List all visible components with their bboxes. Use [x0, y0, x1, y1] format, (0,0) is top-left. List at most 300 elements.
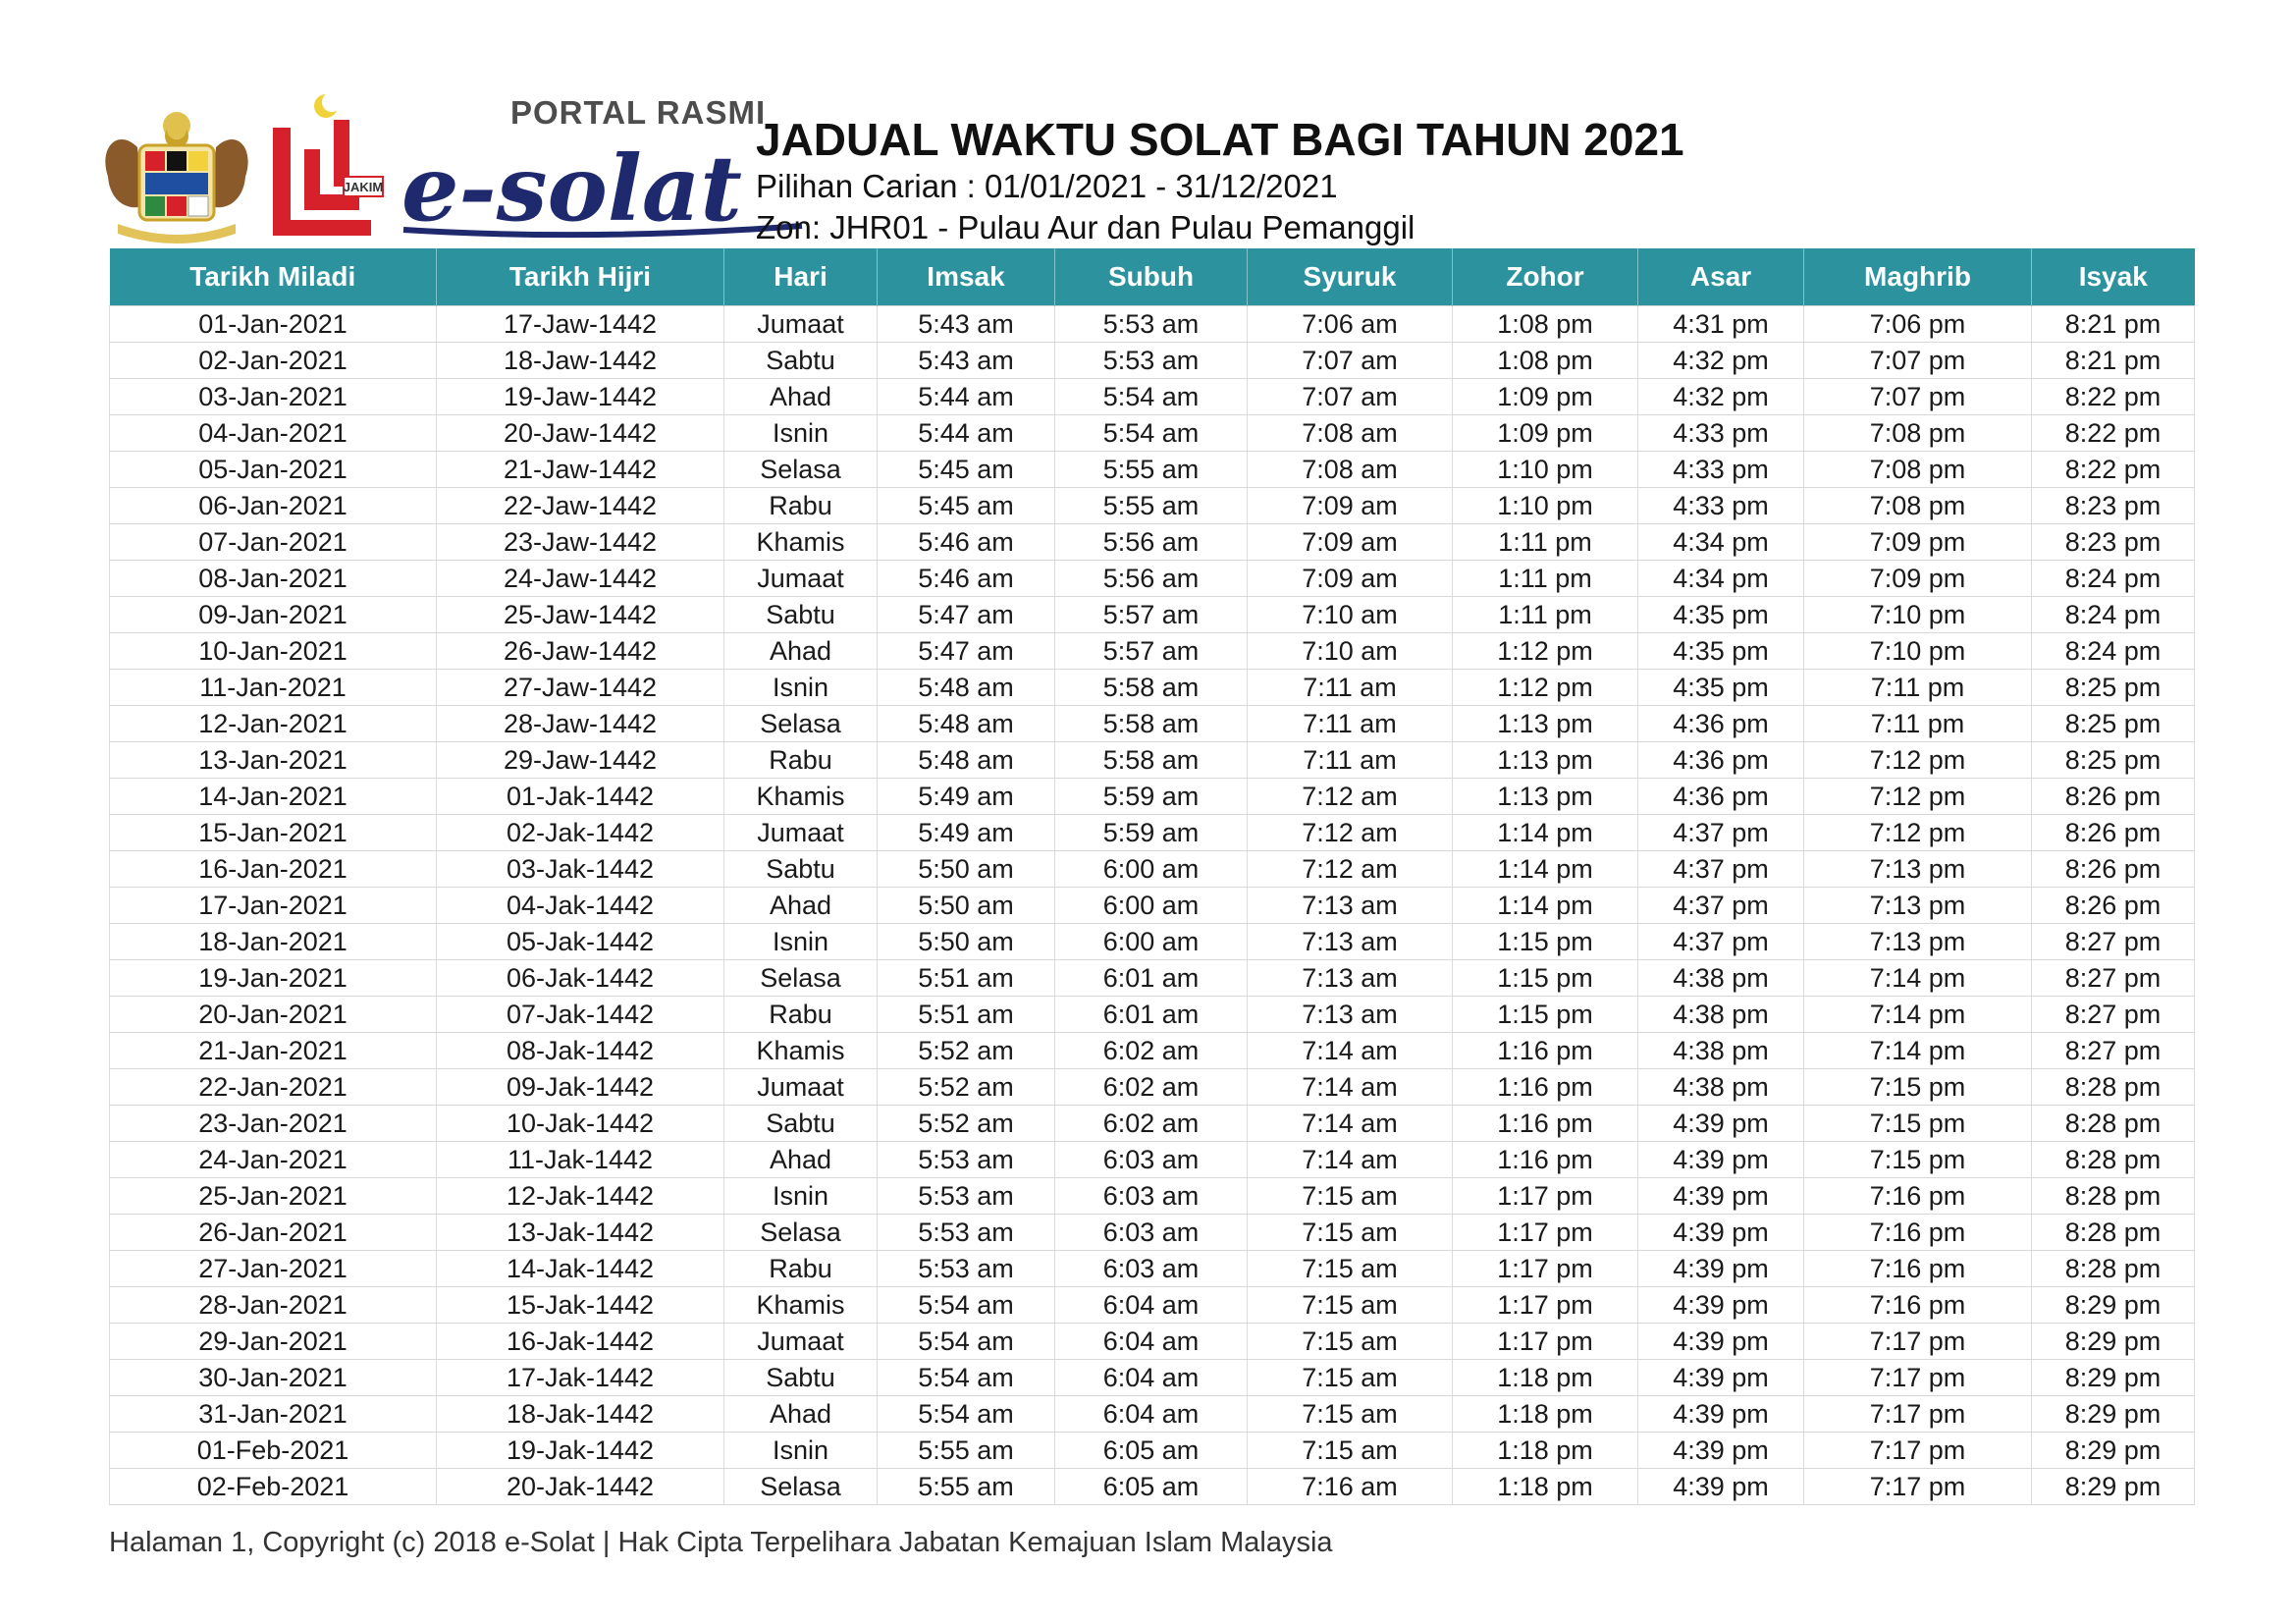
maghrib-cell: 7:08 pm — [1804, 415, 2032, 452]
syuruk-cell: 7:06 am — [1248, 306, 1453, 343]
date-hijri-cell: 27-Jaw-1442 — [437, 670, 724, 706]
asar-cell: 4:39 pm — [1638, 1324, 1804, 1360]
date-hijri-cell: 14-Jak-1442 — [437, 1251, 724, 1287]
asar-cell: 4:39 pm — [1638, 1178, 1804, 1215]
day-cell: Sabtu — [724, 343, 878, 379]
subuh-cell: 6:04 am — [1055, 1324, 1248, 1360]
table-row — [110, 851, 2195, 888]
table-row — [110, 1324, 2195, 1360]
date-hijri-cell: 03-Jak-1442 — [437, 851, 724, 888]
maghrib-cell: 7:07 pm — [1804, 379, 2032, 415]
syuruk-cell: 7:13 am — [1248, 997, 1453, 1033]
imsak-cell: 5:51 am — [878, 960, 1055, 997]
syuruk-cell: 7:13 am — [1248, 924, 1453, 960]
esolat-wordmark-logo — [398, 135, 810, 244]
zohor-cell: 1:10 pm — [1453, 488, 1638, 524]
asar-cell: 4:37 pm — [1638, 888, 1804, 924]
day-cell: Khamis — [724, 1287, 878, 1324]
day-cell: Sabtu — [724, 597, 878, 633]
day-cell: Sabtu — [724, 1106, 878, 1142]
day-cell: Selasa — [724, 452, 878, 488]
maghrib-cell: 7:12 pm — [1804, 779, 2032, 815]
date-hijri-cell: 02-Jak-1442 — [437, 815, 724, 851]
date-hijri-cell: 19-Jak-1442 — [437, 1433, 724, 1469]
syuruk-cell: 7:10 am — [1248, 633, 1453, 670]
syuruk-cell: 7:12 am — [1248, 851, 1453, 888]
date-hijri-cell: 26-Jaw-1442 — [437, 633, 724, 670]
date-miladi-cell: 13-Jan-2021 — [110, 742, 437, 779]
date-miladi-cell: 26-Jan-2021 — [110, 1215, 437, 1251]
isyak-cell: 8:25 pm — [2032, 706, 2195, 742]
zohor-cell: 1:09 pm — [1453, 379, 1638, 415]
date-miladi-cell: 31-Jan-2021 — [110, 1396, 437, 1433]
date-miladi-cell: 21-Jan-2021 — [110, 1033, 437, 1069]
day-cell: Jumaat — [724, 1069, 878, 1106]
zohor-cell: 1:11 pm — [1453, 597, 1638, 633]
date-miladi-cell: 15-Jan-2021 — [110, 815, 437, 851]
date-miladi-cell: 06-Jan-2021 — [110, 488, 437, 524]
date-hijri-cell: 12-Jak-1442 — [437, 1178, 724, 1215]
syuruk-cell: 7:14 am — [1248, 1033, 1453, 1069]
maghrib-cell: 7:15 pm — [1804, 1069, 2032, 1106]
asar-cell: 4:36 pm — [1638, 779, 1804, 815]
asar-cell: 4:37 pm — [1638, 851, 1804, 888]
table-row — [110, 488, 2195, 524]
date-hijri-cell: 24-Jaw-1442 — [437, 561, 724, 597]
day-cell: Ahad — [724, 888, 878, 924]
date-hijri-cell: 16-Jak-1442 — [437, 1324, 724, 1360]
date-miladi-cell: 16-Jan-2021 — [110, 851, 437, 888]
maghrib-cell: 7:17 pm — [1804, 1360, 2032, 1396]
isyak-cell: 8:28 pm — [2032, 1069, 2195, 1106]
table-row — [110, 1360, 2195, 1396]
syuruk-cell: 7:15 am — [1248, 1360, 1453, 1396]
zohor-cell: 1:15 pm — [1453, 997, 1638, 1033]
asar-cell: 4:35 pm — [1638, 633, 1804, 670]
date-miladi-cell: 18-Jan-2021 — [110, 924, 437, 960]
date-miladi-cell: 12-Jan-2021 — [110, 706, 437, 742]
syuruk-cell: 7:15 am — [1248, 1287, 1453, 1324]
day-cell: Ahad — [724, 1396, 878, 1433]
isyak-cell: 8:26 pm — [2032, 815, 2195, 851]
zohor-cell: 1:18 pm — [1453, 1396, 1638, 1433]
date-hijri-cell: 01-Jak-1442 — [437, 779, 724, 815]
date-hijri-cell: 20-Jaw-1442 — [437, 415, 724, 452]
isyak-cell: 8:24 pm — [2032, 597, 2195, 633]
date-miladi-cell: 08-Jan-2021 — [110, 561, 437, 597]
column-header: Hari — [724, 248, 878, 306]
subuh-cell: 5:56 am — [1055, 561, 1248, 597]
maghrib-cell: 7:10 pm — [1804, 597, 2032, 633]
maghrib-cell: 7:09 pm — [1804, 561, 2032, 597]
isyak-cell: 8:25 pm — [2032, 670, 2195, 706]
zone-label: Zon: JHR01 - Pulau Aur dan Pulau Pemanggil — [756, 209, 1415, 245]
day-cell: Selasa — [724, 706, 878, 742]
syuruk-cell: 7:12 am — [1248, 779, 1453, 815]
table-row — [110, 742, 2195, 779]
day-cell: Sabtu — [724, 1360, 878, 1396]
maghrib-cell: 7:16 pm — [1804, 1215, 2032, 1251]
date-miladi-cell: 02-Feb-2021 — [110, 1469, 437, 1505]
day-cell: Rabu — [724, 742, 878, 779]
imsak-cell: 5:48 am — [878, 706, 1055, 742]
maghrib-cell: 7:12 pm — [1804, 815, 2032, 851]
maghrib-cell: 7:15 pm — [1804, 1106, 2032, 1142]
imsak-cell: 5:49 am — [878, 779, 1055, 815]
imsak-cell: 5:53 am — [878, 1178, 1055, 1215]
zohor-cell: 1:16 pm — [1453, 1069, 1638, 1106]
day-cell: Sabtu — [724, 851, 878, 888]
syuruk-cell: 7:15 am — [1248, 1396, 1453, 1433]
asar-cell: 4:33 pm — [1638, 452, 1804, 488]
date-miladi-cell: 17-Jan-2021 — [110, 888, 437, 924]
syuruk-cell: 7:11 am — [1248, 742, 1453, 779]
zohor-cell: 1:16 pm — [1453, 1142, 1638, 1178]
subuh-cell: 6:01 am — [1055, 997, 1248, 1033]
date-hijri-cell: 18-Jaw-1442 — [437, 343, 724, 379]
date-hijri-cell: 10-Jak-1442 — [437, 1106, 724, 1142]
zohor-cell: 1:18 pm — [1453, 1433, 1638, 1469]
zohor-cell: 1:13 pm — [1453, 742, 1638, 779]
subuh-cell: 5:58 am — [1055, 670, 1248, 706]
subuh-cell: 5:53 am — [1055, 343, 1248, 379]
portal-brand — [398, 86, 810, 244]
subuh-cell: 6:03 am — [1055, 1142, 1248, 1178]
asar-cell: 4:38 pm — [1638, 997, 1804, 1033]
date-hijri-cell: 17-Jak-1442 — [437, 1360, 724, 1396]
subuh-cell: 5:58 am — [1055, 706, 1248, 742]
isyak-cell: 8:22 pm — [2032, 452, 2195, 488]
isyak-cell: 8:27 pm — [2032, 997, 2195, 1033]
isyak-cell: 8:26 pm — [2032, 851, 2195, 888]
zohor-cell: 1:14 pm — [1453, 888, 1638, 924]
syuruk-cell: 7:13 am — [1248, 960, 1453, 997]
svg-text:JAKIM: JAKIM — [343, 180, 384, 194]
date-miladi-cell: 02-Jan-2021 — [110, 343, 437, 379]
day-cell: Isnin — [724, 670, 878, 706]
zohor-cell: 1:16 pm — [1453, 1033, 1638, 1069]
day-cell: Ahad — [724, 379, 878, 415]
table-row — [110, 960, 2195, 997]
asar-cell: 4:34 pm — [1638, 561, 1804, 597]
table-row — [110, 415, 2195, 452]
maghrib-cell: 7:07 pm — [1804, 343, 2032, 379]
column-header: Isyak — [2032, 248, 2195, 306]
day-cell: Isnin — [724, 1433, 878, 1469]
asar-cell: 4:36 pm — [1638, 742, 1804, 779]
date-miladi-cell: 04-Jan-2021 — [110, 415, 437, 452]
isyak-cell: 8:27 pm — [2032, 924, 2195, 960]
subuh-cell: 5:56 am — [1055, 524, 1248, 561]
maghrib-cell: 7:08 pm — [1804, 452, 2032, 488]
syuruk-cell: 7:15 am — [1248, 1178, 1453, 1215]
asar-cell: 4:39 pm — [1638, 1142, 1804, 1178]
date-miladi-cell: 09-Jan-2021 — [110, 597, 437, 633]
asar-cell: 4:39 pm — [1638, 1360, 1804, 1396]
maghrib-cell: 7:09 pm — [1804, 524, 2032, 561]
day-cell: Selasa — [724, 1469, 878, 1505]
syuruk-cell: 7:12 am — [1248, 815, 1453, 851]
asar-cell: 4:39 pm — [1638, 1469, 1804, 1505]
subuh-cell: 5:59 am — [1055, 779, 1248, 815]
day-cell: Jumaat — [724, 1324, 878, 1360]
zohor-cell: 1:17 pm — [1453, 1251, 1638, 1287]
date-hijri-cell: 06-Jak-1442 — [437, 960, 724, 997]
imsak-cell: 5:48 am — [878, 670, 1055, 706]
table-row — [110, 1396, 2195, 1433]
day-cell: Isnin — [724, 924, 878, 960]
asar-cell: 4:38 pm — [1638, 1033, 1804, 1069]
imsak-cell: 5:47 am — [878, 597, 1055, 633]
date-hijri-cell: 20-Jak-1442 — [437, 1469, 724, 1505]
asar-cell: 4:36 pm — [1638, 706, 1804, 742]
day-cell: Khamis — [724, 524, 878, 561]
syuruk-cell: 7:13 am — [1248, 888, 1453, 924]
syuruk-cell: 7:15 am — [1248, 1324, 1453, 1360]
date-hijri-cell: 18-Jak-1442 — [437, 1396, 724, 1433]
subuh-cell: 6:04 am — [1055, 1287, 1248, 1324]
asar-cell: 4:38 pm — [1638, 1069, 1804, 1106]
asar-cell: 4:35 pm — [1638, 670, 1804, 706]
asar-cell: 4:39 pm — [1638, 1251, 1804, 1287]
date-miladi-cell: 01-Jan-2021 — [110, 306, 437, 343]
isyak-cell: 8:23 pm — [2032, 524, 2195, 561]
day-cell: Rabu — [724, 997, 878, 1033]
imsak-cell: 5:51 am — [878, 997, 1055, 1033]
date-miladi-cell: 05-Jan-2021 — [110, 452, 437, 488]
zohor-cell: 1:12 pm — [1453, 670, 1638, 706]
maghrib-cell: 7:06 pm — [1804, 306, 2032, 343]
date-hijri-cell: 17-Jaw-1442 — [437, 306, 724, 343]
day-cell: Jumaat — [724, 815, 878, 851]
maghrib-cell: 7:14 pm — [1804, 997, 2032, 1033]
day-cell: Jumaat — [724, 306, 878, 343]
column-header: Zohor — [1453, 248, 1638, 306]
maghrib-cell: 7:16 pm — [1804, 1251, 2032, 1287]
subuh-cell: 6:02 am — [1055, 1106, 1248, 1142]
imsak-cell: 5:52 am — [878, 1106, 1055, 1142]
subuh-cell: 6:05 am — [1055, 1469, 1248, 1505]
isyak-cell: 8:21 pm — [2032, 306, 2195, 343]
isyak-cell: 8:28 pm — [2032, 1142, 2195, 1178]
asar-cell: 4:39 pm — [1638, 1396, 1804, 1433]
date-miladi-cell: 24-Jan-2021 — [110, 1142, 437, 1178]
table-row — [110, 670, 2195, 706]
column-header: Tarikh Miladi — [110, 248, 437, 306]
zohor-cell: 1:18 pm — [1453, 1469, 1638, 1505]
subuh-cell: 6:03 am — [1055, 1251, 1248, 1287]
day-cell: Jumaat — [724, 561, 878, 597]
syuruk-cell: 7:10 am — [1248, 597, 1453, 633]
syuruk-cell: 7:07 am — [1248, 343, 1453, 379]
svg-text:e-solat: e-solat — [401, 135, 742, 242]
syuruk-cell: 7:14 am — [1248, 1142, 1453, 1178]
maghrib-cell: 7:13 pm — [1804, 924, 2032, 960]
imsak-cell: 5:53 am — [878, 1215, 1055, 1251]
syuruk-cell: 7:08 am — [1248, 415, 1453, 452]
date-miladi-cell: 03-Jan-2021 — [110, 379, 437, 415]
subuh-cell: 6:04 am — [1055, 1360, 1248, 1396]
search-range: Pilihan Carian : 01/01/2021 - 31/12/2021 — [756, 168, 1338, 204]
isyak-cell: 8:29 pm — [2032, 1396, 2195, 1433]
table-row — [110, 452, 2195, 488]
isyak-cell: 8:26 pm — [2032, 888, 2195, 924]
asar-cell: 4:33 pm — [1638, 488, 1804, 524]
asar-cell: 4:32 pm — [1638, 343, 1804, 379]
date-miladi-cell: 01-Feb-2021 — [110, 1433, 437, 1469]
isyak-cell: 8:28 pm — [2032, 1215, 2195, 1251]
isyak-cell: 8:24 pm — [2032, 561, 2195, 597]
imsak-cell: 5:43 am — [878, 306, 1055, 343]
isyak-cell: 8:29 pm — [2032, 1287, 2195, 1324]
date-hijri-cell: 25-Jaw-1442 — [437, 597, 724, 633]
table-row — [110, 524, 2195, 561]
table-row — [110, 997, 2195, 1033]
table-row — [110, 633, 2195, 670]
subuh-cell: 6:01 am — [1055, 960, 1248, 997]
asar-cell: 4:31 pm — [1638, 306, 1804, 343]
maghrib-cell: 7:11 pm — [1804, 706, 2032, 742]
imsak-cell: 5:45 am — [878, 452, 1055, 488]
subuh-cell: 6:02 am — [1055, 1033, 1248, 1069]
date-hijri-cell: 07-Jak-1442 — [437, 997, 724, 1033]
date-miladi-cell: 22-Jan-2021 — [110, 1069, 437, 1106]
imsak-cell: 5:50 am — [878, 851, 1055, 888]
imsak-cell: 5:50 am — [878, 888, 1055, 924]
date-miladi-cell: 07-Jan-2021 — [110, 524, 437, 561]
imsak-cell: 5:46 am — [878, 524, 1055, 561]
asar-cell: 4:39 pm — [1638, 1106, 1804, 1142]
imsak-cell: 5:55 am — [878, 1469, 1055, 1505]
column-header: Asar — [1638, 248, 1804, 306]
table-row — [110, 597, 2195, 633]
date-miladi-cell: 19-Jan-2021 — [110, 960, 437, 997]
subuh-cell: 6:02 am — [1055, 1069, 1248, 1106]
document-title: JADUAL WAKTU SOLAT BAGI TAHUN 2021 — [756, 114, 1684, 165]
isyak-cell: 8:23 pm — [2032, 488, 2195, 524]
zohor-cell: 1:17 pm — [1453, 1215, 1638, 1251]
date-miladi-cell: 10-Jan-2021 — [110, 633, 437, 670]
date-hijri-cell: 05-Jak-1442 — [437, 924, 724, 960]
syuruk-cell: 7:11 am — [1248, 706, 1453, 742]
maghrib-cell: 7:13 pm — [1804, 851, 2032, 888]
subuh-cell: 5:57 am — [1055, 597, 1248, 633]
zohor-cell: 1:17 pm — [1453, 1178, 1638, 1215]
date-hijri-cell: 19-Jaw-1442 — [437, 379, 724, 415]
asar-cell: 4:38 pm — [1638, 960, 1804, 997]
page-footer: Halaman 1, Copyright (c) 2018 e-Solat | Hak Cipta Terpelihara Jabatan Kemajuan Islam Malaysia — [109, 1527, 1333, 1558]
syuruk-cell: 7:15 am — [1248, 1433, 1453, 1469]
zohor-cell: 1:11 pm — [1453, 524, 1638, 561]
column-header: Subuh — [1055, 248, 1248, 306]
day-cell: Isnin — [724, 415, 878, 452]
isyak-cell: 8:22 pm — [2032, 415, 2195, 452]
maghrib-cell: 7:17 pm — [1804, 1324, 2032, 1360]
table-row — [110, 343, 2195, 379]
asar-cell: 4:33 pm — [1638, 415, 1804, 452]
table-row — [110, 1142, 2195, 1178]
asar-cell: 4:37 pm — [1638, 924, 1804, 960]
date-hijri-cell: 22-Jaw-1442 — [437, 488, 724, 524]
day-cell: Selasa — [724, 1215, 878, 1251]
table-row — [110, 924, 2195, 960]
imsak-cell: 5:55 am — [878, 1433, 1055, 1469]
date-hijri-cell: 11-Jak-1442 — [437, 1142, 724, 1178]
date-miladi-cell: 20-Jan-2021 — [110, 997, 437, 1033]
day-cell: Ahad — [724, 633, 878, 670]
date-miladi-cell: 29-Jan-2021 — [110, 1324, 437, 1360]
maghrib-cell: 7:12 pm — [1804, 742, 2032, 779]
zohor-cell: 1:08 pm — [1453, 343, 1638, 379]
maghrib-cell: 7:11 pm — [1804, 670, 2032, 706]
date-hijri-cell: 13-Jak-1442 — [437, 1215, 724, 1251]
zohor-cell: 1:13 pm — [1453, 779, 1638, 815]
zohor-cell: 1:14 pm — [1453, 851, 1638, 888]
maghrib-cell: 7:17 pm — [1804, 1433, 2032, 1469]
table-row — [110, 815, 2195, 851]
table-row — [110, 561, 2195, 597]
table-row — [110, 1251, 2195, 1287]
coat-of-arms-logo — [98, 108, 255, 245]
imsak-cell: 5:52 am — [878, 1069, 1055, 1106]
subuh-cell: 5:58 am — [1055, 742, 1248, 779]
asar-cell: 4:39 pm — [1638, 1215, 1804, 1251]
jakim-logo — [265, 90, 388, 245]
page-header — [98, 79, 2209, 245]
imsak-cell: 5:54 am — [878, 1396, 1055, 1433]
date-hijri-cell: 23-Jaw-1442 — [437, 524, 724, 561]
subuh-cell: 6:04 am — [1055, 1396, 1248, 1433]
imsak-cell: 5:46 am — [878, 561, 1055, 597]
imsak-cell: 5:54 am — [878, 1360, 1055, 1396]
subuh-cell: 6:03 am — [1055, 1178, 1248, 1215]
table-row — [110, 1433, 2195, 1469]
subuh-cell: 6:00 am — [1055, 924, 1248, 960]
date-hijri-cell: 29-Jaw-1442 — [437, 742, 724, 779]
maghrib-cell: 7:14 pm — [1804, 1033, 2032, 1069]
zohor-cell: 1:11 pm — [1453, 561, 1638, 597]
isyak-cell: 8:25 pm — [2032, 742, 2195, 779]
subuh-cell: 6:00 am — [1055, 851, 1248, 888]
date-miladi-cell: 25-Jan-2021 — [110, 1178, 437, 1215]
isyak-cell: 8:22 pm — [2032, 379, 2195, 415]
imsak-cell: 5:47 am — [878, 633, 1055, 670]
subuh-cell: 5:54 am — [1055, 379, 1248, 415]
imsak-cell: 5:49 am — [878, 815, 1055, 851]
date-miladi-cell: 30-Jan-2021 — [110, 1360, 437, 1396]
date-miladi-cell: 23-Jan-2021 — [110, 1106, 437, 1142]
maghrib-cell: 7:10 pm — [1804, 633, 2032, 670]
imsak-cell: 5:43 am — [878, 343, 1055, 379]
table-row — [110, 1469, 2195, 1505]
imsak-cell: 5:44 am — [878, 379, 1055, 415]
table-body — [110, 306, 2195, 1505]
asar-cell: 4:37 pm — [1638, 815, 1804, 851]
asar-cell: 4:39 pm — [1638, 1287, 1804, 1324]
day-cell: Isnin — [724, 1178, 878, 1215]
zohor-cell: 1:17 pm — [1453, 1287, 1638, 1324]
imsak-cell: 5:54 am — [878, 1324, 1055, 1360]
prayer-times-table-wrap — [109, 248, 2194, 1505]
zohor-cell: 1:15 pm — [1453, 924, 1638, 960]
zohor-cell: 1:14 pm — [1453, 815, 1638, 851]
zohor-cell: 1:15 pm — [1453, 960, 1638, 997]
date-hijri-cell: 28-Jaw-1442 — [437, 706, 724, 742]
maghrib-cell: 7:17 pm — [1804, 1469, 2032, 1505]
table-row — [110, 1069, 2195, 1106]
isyak-cell: 8:28 pm — [2032, 1178, 2195, 1215]
syuruk-cell: 7:16 am — [1248, 1469, 1453, 1505]
